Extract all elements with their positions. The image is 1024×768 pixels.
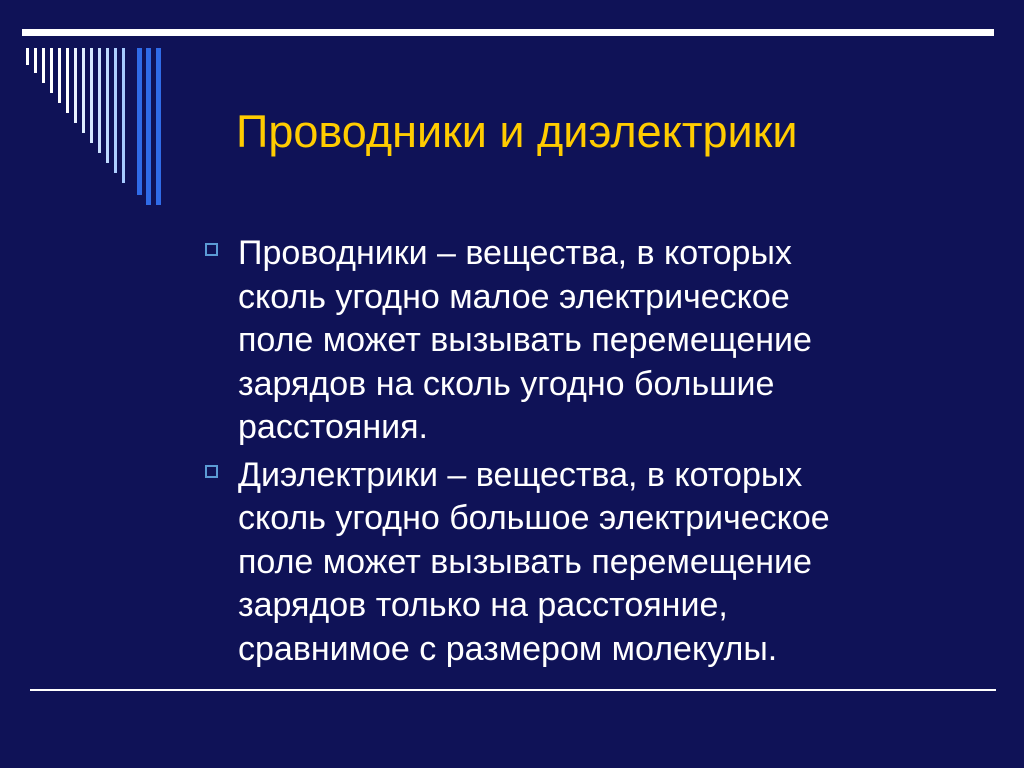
decor-bar bbox=[66, 48, 69, 113]
hollow-square-icon bbox=[205, 465, 218, 478]
decor-bar bbox=[50, 48, 53, 93]
decor-bar bbox=[90, 48, 93, 143]
bottom-rule bbox=[30, 689, 996, 691]
decor-bar bbox=[82, 48, 85, 133]
decor-bar bbox=[156, 48, 161, 205]
decor-bar bbox=[114, 48, 117, 173]
bullet-item bbox=[200, 232, 990, 450]
decor-bar bbox=[137, 48, 142, 195]
decor-bar bbox=[146, 48, 151, 205]
slide-title: Проводники и диэлектрики bbox=[236, 106, 798, 157]
decor-bar bbox=[74, 48, 77, 123]
decor-bar bbox=[98, 48, 101, 153]
decor-bar bbox=[122, 48, 125, 183]
decor-bar bbox=[26, 48, 29, 65]
bullet-text: Проводники – вещества, в которых сколь угодно малое электрическое поле может вызывать перемещение зарядов на сколь угодно большие расстояния. bbox=[238, 234, 812, 446]
decor-bar bbox=[58, 48, 61, 103]
decor-bar bbox=[34, 48, 37, 73]
bullet-text: Диэлектрики – вещества, в которых сколь угодно большое электрическое поле может вызывать перемещение зарядов только на расстояние, сравнимое с размером молекулы. bbox=[238, 455, 830, 668]
bullet-list bbox=[200, 232, 990, 675]
bullet-item bbox=[200, 454, 990, 672]
decor-bar bbox=[106, 48, 109, 163]
hollow-square-icon bbox=[205, 243, 218, 256]
decorative-bars bbox=[0, 0, 180, 220]
decor-bar bbox=[42, 48, 45, 83]
